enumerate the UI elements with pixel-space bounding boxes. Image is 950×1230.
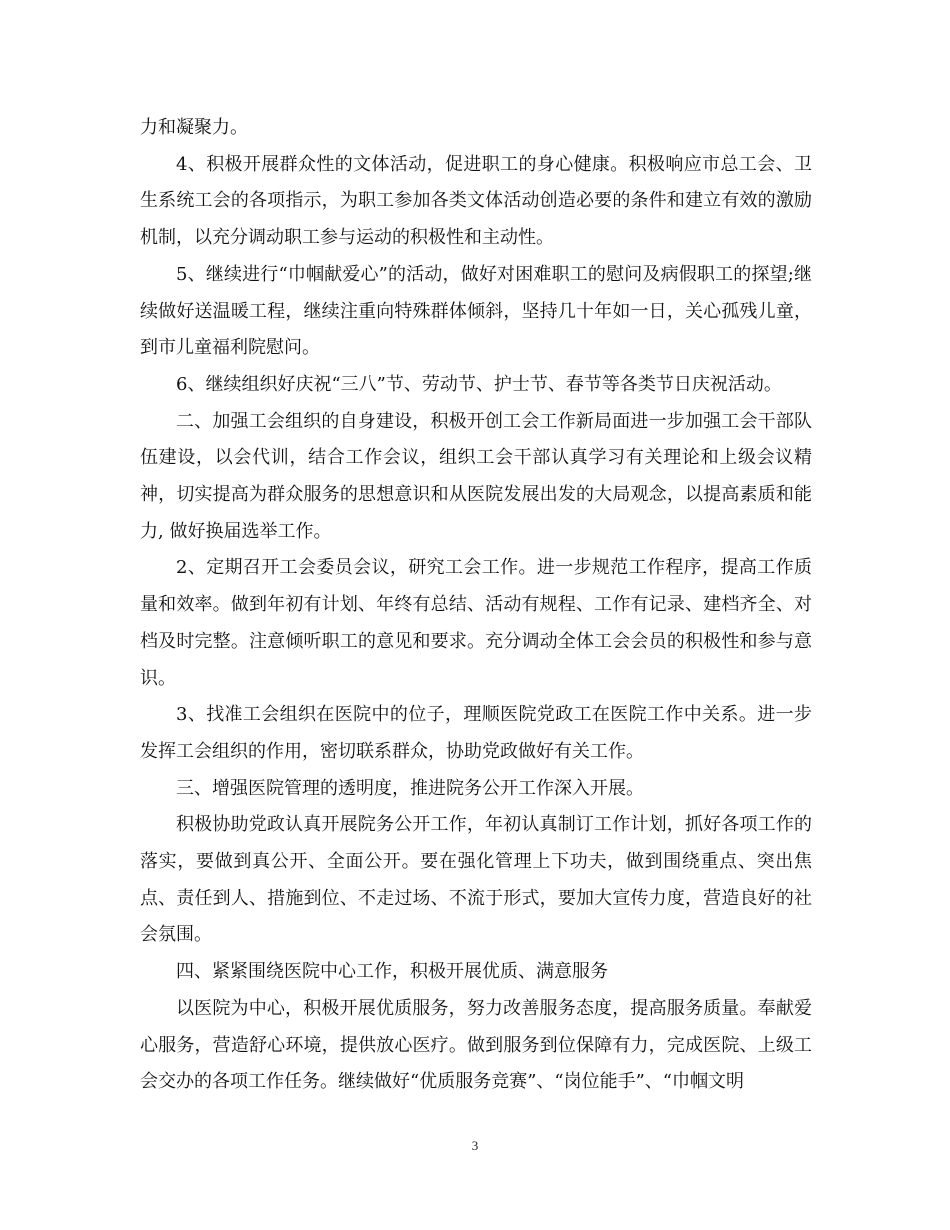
paragraph-continuation: 力和凝聚力。 <box>140 117 248 138</box>
section-heading-4: 四、紧紧围绕医院中心工作，积极开展优质、满意服务 <box>176 961 608 983</box>
paragraph-item-3: 3、找准工会组织在医院中的位子，理顺医院党政工在医院工作中关系。进一步发挥工会组织的作用，密切联系群众，协助党政做好有关工作。 <box>140 704 812 762</box>
paragraph-body: 以医院为中心，积极开展优质服务，努力改善服务态度，提高服务质量。奉献爱心服务，营造舒心环境，提供放心医疗。做到服务到位保障有力，完成医院、上级工会交办的各项工作任务。继续做好“优质服务竞赛”、“岗位能手”、“巾帼文明 <box>140 997 812 1093</box>
document-body <box>140 110 812 1101</box>
page-number: 3 <box>471 1138 479 1153</box>
paragraph-body: 积极协助党政认真开展院务公开工作，年初认真制订工作计划，抓好各项工作的落实，要做到真公开、全面公开。要在强化管理上下功夫，做到围绕重点、突出焦点、责任到人、措施到位、不走过场、不流于形式，要加大宣传力度，营造良好的社会氛围。 <box>140 814 812 946</box>
paragraph-item-4: 4、积极开展群众性的文体活动，促进职工的身心健康。积极响应市总工会、卫生系统工会的各项指示，为职工参加各类文体活动创造必要的条件和建立有效的激励机制，以充分调动职工参与运动的积极性和主动性。 <box>140 153 812 249</box>
section-heading-2: 二、加强工会组织的自身建设，积极开创工会工作新局面进一步加强工会干部队伍建设，以会代训，结合工作会议，组织工会干部认真学习有关理论和上级会议精神，切实提高为群众服务的思想意识和从医院发展出发的大局观念，以提高素质和能力, 做好换届选举工作。 <box>140 410 812 542</box>
paragraph-item-6: 6、继续组织好庆祝“三八”节、劳动节、护士节、春节等各类节日庆祝活动。 <box>176 373 782 395</box>
section-heading-3: 三、增强医院管理的透明度，推进院务公开工作深入开展。 <box>176 777 644 799</box>
paragraph-item-5: 5、继续进行“巾帼献爱心”的活动，做好对困难职工的慰问及病假职工的探望;继续做好送温暖工程，继续注重向特殊群体倾斜，坚持几十年如一日，关心孤残儿童，到市儿童福利院慰问。 <box>140 263 812 359</box>
paragraph-item-2: 2、定期召开工会委员会议，研究工会工作。进一步规范工作程序，提高工作质量和效率。做到年初有计划、年终有总结、活动有规程、工作有记录、建档齐全、对档及时完整。注意倾听职工的意见和要求。充分调动全体工会会员的积极性和参与意识。 <box>140 557 812 689</box>
